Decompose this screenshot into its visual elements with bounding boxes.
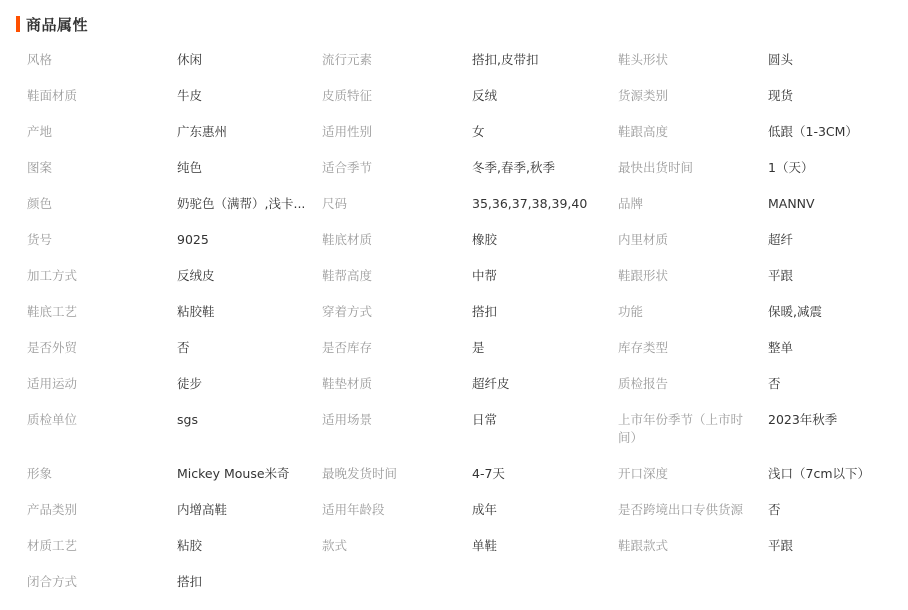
attribute-label: 鞋跟高度	[618, 124, 669, 139]
attribute-value: 平跟	[768, 268, 794, 283]
attribute-label: 鞋头形状	[618, 52, 669, 67]
attribute-label: 最晚发货时间	[322, 466, 398, 481]
attribute-value: 徒步	[177, 376, 203, 391]
attribute-value: 9025	[177, 232, 209, 247]
attribute-value: 低跟（1-3CM）	[768, 124, 858, 139]
attribute-label: 货号	[27, 232, 53, 247]
attribute-value: 冬季,春季,秋季	[472, 160, 555, 175]
attribute-label: 鞋底材质	[322, 232, 373, 247]
attribute-value: 否	[768, 376, 781, 391]
attribute-label: 材质工艺	[27, 538, 78, 553]
attribute-value: Mickey Mouse米奇	[177, 466, 290, 481]
attribute-value: 现货	[768, 88, 794, 103]
attribute-label: 适用场景	[322, 412, 373, 427]
attribute-label: 上市年份季节（上市时间）	[618, 412, 744, 445]
attribute-label: 鞋底工艺	[27, 304, 78, 319]
attribute-label: 形象	[27, 466, 53, 481]
attribute-label: 最快出货时间	[618, 160, 694, 175]
attribute-label: 皮质特征	[322, 88, 373, 103]
attribute-label: 是否库存	[322, 340, 373, 355]
attribute-value: 中帮	[472, 268, 498, 283]
attribute-value: 超纤皮	[472, 376, 510, 391]
attribute-value: MANNV	[768, 196, 815, 211]
attribute-value: 2023年秋季	[768, 412, 838, 427]
attribute-value: 单鞋	[472, 538, 498, 553]
attribute-value: 1（天）	[768, 160, 814, 175]
attribute-label: 适用运动	[27, 376, 78, 391]
attribute-value: 是	[472, 340, 485, 355]
attribute-label: 鞋垫材质	[322, 376, 373, 391]
attribute-label: 内里材质	[618, 232, 669, 247]
attribute-label: 适合季节	[322, 160, 373, 175]
attribute-label: 风格	[27, 52, 53, 67]
attribute-value: 粘胶鞋	[177, 304, 215, 319]
attribute-label: 功能	[618, 304, 644, 319]
attribute-label: 库存类型	[618, 340, 669, 355]
attribute-label: 适用年龄段	[322, 502, 385, 517]
attribute-value: 内增高鞋	[177, 502, 228, 517]
attribute-value: 广东惠州	[177, 124, 228, 139]
section-header	[16, 14, 88, 34]
attribute-value: 35,36,37,38,39,40	[472, 196, 588, 211]
attribute-value: 女	[472, 124, 485, 139]
attribute-value: 橡胶	[472, 232, 498, 247]
attribute-value: 浅口（7cm以下）	[768, 466, 871, 481]
attribute-value: 搭扣,皮带扣	[472, 52, 539, 67]
attribute-value: 牛皮	[177, 88, 203, 103]
attribute-value: 平跟	[768, 538, 794, 553]
attribute-table	[27, 46, 887, 604]
attribute-value: 否	[768, 502, 781, 517]
attribute-value: 日常	[472, 412, 498, 427]
attribute-label: 是否外贸	[27, 340, 78, 355]
attribute-label: 质检报告	[618, 376, 669, 391]
attribute-label: 流行元素	[322, 52, 373, 67]
attribute-value: 圆头	[768, 52, 794, 67]
attribute-value: 纯色	[177, 160, 203, 175]
attribute-value: 搭扣	[472, 304, 498, 319]
section-accent-bar	[16, 16, 20, 32]
attribute-value: 反绒皮	[177, 268, 215, 283]
attribute-label: 适用性别	[322, 124, 373, 139]
attribute-label: 尺码	[322, 196, 348, 211]
attribute-label: 穿着方式	[322, 304, 373, 319]
attribute-label: 产地	[27, 124, 53, 139]
attribute-label: 颜色	[27, 196, 53, 211]
attribute-label: 鞋跟款式	[618, 538, 669, 553]
attribute-label: 图案	[27, 160, 53, 175]
section-title: 商品属性	[26, 15, 89, 34]
attribute-label: 加工方式	[27, 268, 78, 283]
attribute-value: 粘胶	[177, 538, 203, 553]
attribute-label: 产品类别	[27, 502, 78, 517]
attribute-label: 是否跨境出口专供货源	[618, 502, 744, 517]
attribute-value: 反绒	[472, 88, 498, 103]
attribute-value: 休闲	[177, 52, 203, 67]
attribute-value: 搭扣	[177, 574, 203, 589]
attribute-label: 闭合方式	[27, 574, 78, 589]
attribute-label: 开口深度	[618, 466, 669, 481]
attribute-value: 成年	[472, 502, 498, 517]
attribute-value: 否	[177, 340, 190, 355]
attribute-label: 款式	[322, 538, 348, 553]
attribute-label: 鞋帮高度	[322, 268, 373, 283]
attribute-value: 奶驼色（满帮）,浅卡...	[177, 196, 306, 211]
attribute-label: 鞋跟形状	[618, 268, 669, 283]
attribute-label: 品牌	[618, 196, 644, 211]
attribute-value: sgs	[177, 412, 198, 427]
attribute-value: 4-7天	[472, 466, 505, 481]
attribute-value: 超纤	[768, 232, 794, 247]
attribute-label: 鞋面材质	[27, 88, 78, 103]
attribute-value: 整单	[768, 340, 794, 355]
attribute-value: 保暖,减震	[768, 304, 822, 319]
attribute-label: 货源类别	[618, 88, 669, 103]
attribute-label: 质检单位	[27, 412, 78, 427]
